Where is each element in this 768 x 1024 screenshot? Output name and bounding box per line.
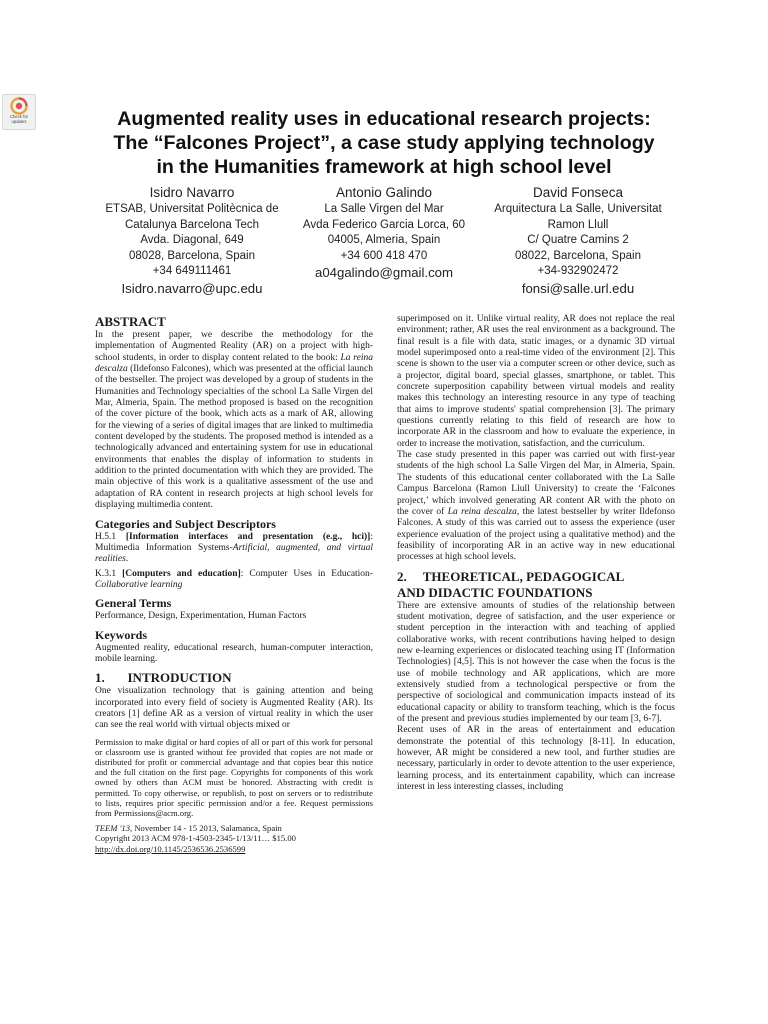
author-affiliation: ETSAB, Universitat Politècnica de [105, 203, 279, 215]
conference-info: TEEM '13, November 14 - 15 2013, Salamanca, Spain Copyright 2013 ACM 978-1-4503-2345-1/13/11… $15.00 http://dx.doi.org/10.1145/2536536.2536599 [95, 823, 373, 854]
author-city: 04005, Almeria, Spain [327, 234, 441, 247]
title-line-3: in the Humanities framework at high school level [156, 156, 612, 178]
author-city: 08022, Barcelona, Spain [515, 249, 641, 262]
author-block-3 [478, 184, 678, 298]
recent-uses-text: Recent uses of AR in the areas of entertainment and education demonstrate the potential of this technology [8-11]. In education, however, AR might be considered a new tool, and further studies are necessary, particularly in order to devote attention to the user experience, learning process, and its entertainment capability, which can increase interest in less interesting classes, including [397, 725, 675, 793]
foundations-text: There are extensive amounts of studies of the relationship between student motivation, degree of satisfaction, and the user experience or student perception in the interaction with and teaching of applied collaborative works, with recent contributions having helped to design new e-learning experiences or dislocated teaching using IT (Information Technologies) [4,5]. This is not however the case when the focus is the use of mobile technology and AR applications, which are more extensively studied from a technological perspective or from the perspective of sociological and communication impacts instead of its educational capacity or ability to transform teaching, which is the focus of the present and previous studies implemented by our team [3, 6-7]. [397, 600, 675, 724]
update-icon [10, 97, 28, 115]
permission-notice: Permission to make digital or hard copies of all or part of this work for personal or classroom use is granted without fee provided that copies are not made or distributed for profit or commercial advantage and that copies bear this notice and the full citation on the first page. Copyrights for components of this work owned by others than ACM must be honored. Abstracting with credit is permitted. To copy otherwise, or republish, to post on servers or to redistribute to lists, requires prior specific permission and/or a fee. Request permissions from Permissions@acm.org. [95, 736, 373, 819]
author-block-2 [284, 184, 484, 282]
author-block-1 [92, 184, 292, 298]
author-city: 08028, Barcelona, Spain [129, 249, 255, 262]
author-phone: +34-932902472 [537, 265, 619, 278]
general-terms-heading: General Terms [95, 596, 172, 611]
introduction-text: One visualization technology that is gaining attention and being incorporated into every field of society is Augmented Reality (AR). Its creators [1] define AR as a version of virtual reality in which the user can see the real world with virtual objects mixed or [95, 686, 373, 731]
intro-continued-text: superimposed on it. Unlike virtual reality, AR does not replace the real environment; rather, AR uses the real environment as a background. The final result is a file with data, static images, or a dynamic 3D virtual model superimposed onto a real-time video of the environment [2]. This scene is shown to the user via a computer screen or other device, such as a projector, digital board, special glasses, smartphone, or tablet. This concrete superposition capability between virtual models and reality makes this technology an interesting resource in any type of teaching that aims to improve students' spatial comprehension [3]. The primary questions currently relating to this field of research are how to incorporate AR in the classroom and how to evaluate the experience, in order to increase the motivation, satisfaction, and the curriculum. [397, 314, 675, 449]
author-affiliation: Catalunya Barcelona Tech [124, 218, 260, 231]
conference-name: TEEM '13 [95, 823, 131, 834]
check-for-updates-badge[interactable] [2, 94, 36, 130]
author-address: Avda. Diagonal, 649 [140, 234, 244, 247]
paper-title [60, 107, 708, 179]
copyright-line: Copyright 2013 ACM 978-1-4503-2345-1/13/11… $15.00 [95, 833, 296, 844]
author-address: Avda Federico Garcia Lorca, 60 [302, 218, 466, 231]
keywords-heading: Keywords [95, 627, 147, 642]
author-name: David Fonseca [532, 185, 624, 200]
left-column [95, 314, 373, 854]
author-affiliation: Arquitectura La Salle, Universitat [494, 203, 662, 215]
keywords-text: Augmented reality, educational research, human-computer interaction, mobile learning. [95, 642, 373, 664]
author-email[interactable]: fonsi@salle.url.edu [521, 280, 635, 296]
abstract-text: In the present paper, we describe the methodology for the implementation of Augmented Reality (AR) on a project with high-school students, in order to display content related to the book: La reina descalza (Ildefonso Falcones), which was presented at the official launch of the bestseller. The project was developed by a group of students in the Humanities and Technology specialties of the school La Salle Virgen del Mar, Almeria, Spain. The method proposed is based on the recognition of the cover picture of the book, which acts as a mark of AR, allowing for the viewing of a series of digital images that are linked to multimedia content developed by the students. The proposed method is intended as a technologically advanced and entertaining system for use in educational environments that enables the display of information to students in addition to the printed documentation with which they are provided. The main objective of this work is a qualitative assessment of the use and adaptation of RA content in research projects at high school levels for displaying multimedia content. [95, 330, 374, 511]
author-phone: +34 649111461 [152, 265, 232, 278]
author-address: C/ Quatre Camins 2 [527, 234, 629, 247]
author-name: Antonio Galindo [335, 185, 433, 200]
author-phone: +34 600 418 470 [340, 249, 428, 262]
abstract-heading: ABSTRACT [95, 314, 166, 329]
doi-link[interactable]: http://dx.doi.org/10.1145/2536536.2536599 [95, 843, 246, 854]
author-email[interactable]: Isidro.navarro@upc.edu [121, 280, 263, 296]
general-terms-text: Performance, Design, Experimentation, Human Factors [95, 611, 307, 622]
badge-label: Check for updates [10, 114, 28, 124]
book-title: La reina descalza [95, 352, 374, 375]
right-column [397, 314, 675, 793]
introduction-heading: 1. INTRODUCTION [95, 670, 232, 686]
categories-heading: Categories and Subject Descriptors [95, 516, 276, 531]
category-1: H.5.1 [Information interfaces and presentation (e.g., hci)]: Multimedia Information Systems-Artificial, augmented, and virtual realities. [95, 531, 373, 565]
title-line-1: Augmented reality uses in educational research projects: [117, 108, 651, 130]
section-2-heading: 2. THEORETICAL, PEDAGOGICAL AND DIDACTIC FOUNDATIONS [397, 568, 625, 600]
author-email[interactable]: a04galindo@gmail.com [314, 265, 453, 281]
author-affiliation: La Salle Virgen del Mar [324, 203, 444, 215]
case-study-text: The case study presented in this paper was carried out with first-year students of the high school La Salle Virgen del Mar, in Almeria, Spain. The students of this educational center collaborated with the La Salle Campus Barcelona (Ramon Llull University) to create the ‘Falcones project,’ which involved generating AR content AR with the photo on the cover of La reina descalza, the latest bestseller by writer Ildefonso Falcones. A study of this was carried out to assess the experience (user experience evaluation of the project using a qualitative method) and the feasibility of incorporating AR in an active way in new educational processes at high school levels. [397, 450, 675, 563]
title-line-2: The “Falcones Project”, a case study applying technology [113, 132, 655, 154]
author-affiliation: Ramon Llull [547, 218, 609, 231]
author-name: Isidro Navarro [149, 185, 235, 200]
category-2: K.3.1 [Computers and education]: Computer Uses in Education-Collaborative learning [95, 568, 373, 590]
